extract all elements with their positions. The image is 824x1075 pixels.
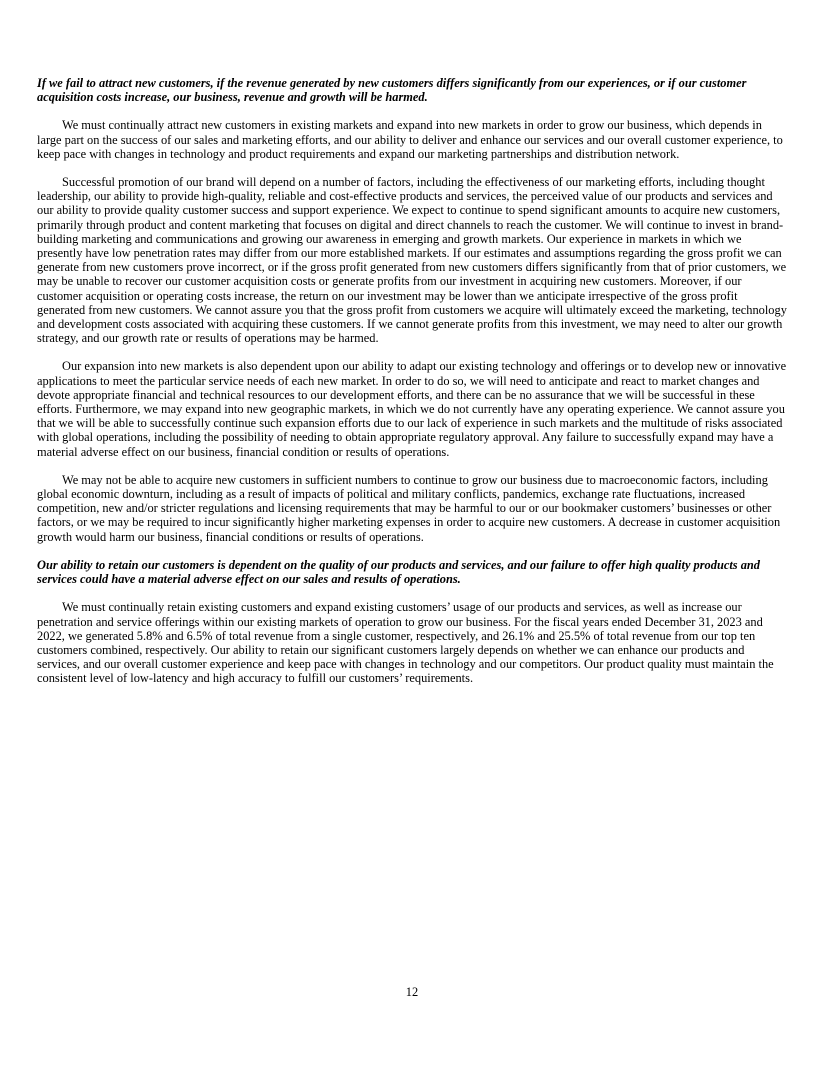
- risk-factor-heading-new-customers: If we fail to attract new customers, if the revenue generated by new customers differs significantly from our experiences, or if our customer acquisition costs increase, our business, revenue and growth will be harmed.: [37, 76, 747, 105]
- paragraph-customer-retention: We must continually retain existing customers and expand existing customers’ usage of our products and services, as well as increase our penetration and service offerings within our existing markets of operation to grow our business. For the fiscal years ended December 31, 2023 and 2022, we generated 5.8% and 6.5% of total revenue from a single customer, respectively, and 26.1% and 25.5% of total revenue from our top ten customers combined, respectively. Our ability to retain our significant customers largely depends on whether we can enhance our products and services, and our overall customer experience and keep pace with changes in technology and our competitors. Our product quality must maintain the consistent level of low-latency and high accuracy to fulfill our customers’ requirements.: [37, 600, 774, 686]
- paragraph-attract-customers: We must continually attract new customers in existing markets and expand into new markets in order to grow our business, which depends in large part on the success of our sales and marketing efforts, and our ability to deliver and enhance our services and our overall customer experience, to keep pace with changes in technology and product requirements and expand our marketing partnerships and distribution network.: [37, 118, 783, 161]
- paragraph-brand-promotion: Successful promotion of our brand will depend on a number of factors, including the effectiveness of our marketing efforts, including thought leadership, our ability to provide high-quality, reliable and cost-effective products and services, the perceived value of our products and services and our ability to provide quality customer success and support experience. We expect to continue to spend significant amounts to acquire new customers, primarily through product and content marketing that focuses on digital and direct channels to reach the customer. We will continue to invest in brand-building marketing and communications and growing our awareness in emerging and growth markets. Our experience in markets in which we presently have low penetration rates may differ from our more established markets. If our estimates and assumptions regarding the gross profit we can generate from new customers prove incorrect, or if the gross profit generated from new customers differs significantly from that of prior customers, we may be unable to recover our customer acquisition costs or generate profits from our investment in acquiring new customers. Moreover, if our customer acquisition or operating costs increase, the return on our investment may be lower than we anticipate irrespective of the gross profit generated from new customers. We cannot assure you that the gross profit from customers we acquire will ultimately exceed the marketing, technology and development costs associated with acquiring these customers. If we cannot generate profits from this investment, we may need to alter our growth strategy, and our growth rate or results of operations may be harmed.: [37, 175, 787, 346]
- risk-factor-heading-customer-retention: Our ability to retain our customers is dependent on the quality of our products and services, and our failure to offer high quality products and services could have a material adverse effect on our sales and results of operations.: [37, 557, 760, 587]
- page-number: 12: [405, 985, 419, 999]
- paragraph-macroeconomic-factors: We may not be able to acquire new customers in sufficient numbers to continue to grow our business due to macroeconomic factors, including global economic downturn, including as a result of impacts of political and military conflicts, pandemics, exchange rate fluctuations, increased competition, new and/or stricter regulations and licensing requirements that may be harmful to our or our bookmaker customers’ businesses or other factors, or we may be required to incur significantly higher marketing expenses in order to acquire new customers. A decrease in customer acquisition growth would harm our business, financial conditions or results of operations.: [37, 472, 781, 544]
- paragraph-market-expansion: Our expansion into new markets is also dependent upon our ability to adapt our existing technology and offerings or to develop new or innovative applications to meet the particular service needs of each new market. In order to do so, we will need to anticipate and react to market changes and devote appropriate financial and technical resources to our development efforts, and there can be no assurance that we will be successful in these efforts. Furthermore, we may expand into new geographic markets, in which we do not currently have any operating experience. We cannot assure you that we will be able to successfully continue such expansion efforts due to our lack of experience in such markets and the multitude of risks associated with global operations, including the possibility of needing to obtain appropriate regulatory approval. Any failure to successfully expand may have a material adverse effect on our business, financial condition or results of operations.: [37, 359, 787, 459]
- document-page: [37, 76, 787, 700]
